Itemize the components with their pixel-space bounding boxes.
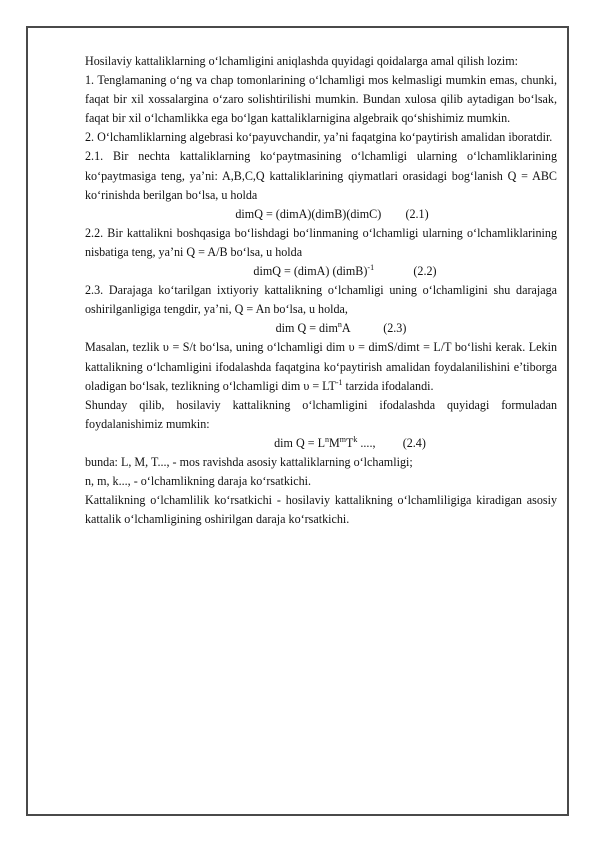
general-formula-paragraph: Shunday qilib, hosilaviy kattalikning o‘lchamligini ifodalashda quyidagi formuladan foydalanishimiz mumkin: [85,397,557,431]
formula-2-3-left: dim Q = dim [275,321,338,336]
formula-2-4-left: dim Q = L [274,435,325,450]
formula-2-1: dimQ = (dimA)(dimB)(dimC) (2.1) [235,206,429,221]
where-line-1: bunda: L, M, T..., - mos ravishda asosiy kattaliklarning o‘lchamligi; [85,454,413,469]
formula-2-2-number: (2.2) [374,264,437,279]
formula-2-4-t: T [345,435,354,450]
formula-2-4 [85,434,557,453]
formula-2-3-exponent: n [337,320,342,330]
intro-paragraph: Hosilaviy kattaliklarning o‘lchamligini aniqlashda quyidagi qoidalarga amal qilish lozim: [85,54,519,68]
document-body [85,52,557,529]
formula-2-3 [85,319,557,338]
rule-2-1-paragraph: 2.1. Bir nechta kattaliklarning ko‘paytmasining o‘lchamligi ularning o‘lchamliklarining ko‘paytmasiga teng, ya’ni: A,B,C,Q kattaliklarining qiymatlari orasidagi bog‘lanish Q = ABC ko‘rinishda berilgan bo‘lsa, u holda [85,149,557,202]
example-exponent: -1 [335,377,343,387]
formula-2-4-number: ...., (2.4) [357,435,426,450]
example-paragraph [85,338,557,395]
formula-2-4-exp-k: k [353,434,358,444]
rule-2-paragraph: 2. O‘lchamliklarning algebrasi ko‘payuvchandir, ya’ni faqatgina ko‘paytirish amalidan iboratdir. [85,130,553,145]
example-text-end: tarzida ifodalandi. [342,378,434,393]
rule-1-paragraph: 1. Tenglamaning o‘ng va chap tomonlarining o‘lchamligi mos kelmasligi mumkin emas, chunki, faqat bir xil xossalargina o‘zaro solishtirilishi mumkin. Bundan xulosa qilib aytadigan bo‘lsak, faqat bir xil o‘lchamlikka ega bo‘lgan kattaliklarnigina algebraik qo‘shishimiz mumkin. [85,73,557,126]
rule-2-3-paragraph: 2.3. Darajaga ko‘tarilgan ixtiyoriy kattalikning o‘lchamligi uning o‘lchamligini shu darajaga oshirilganligiga tengdir, ya’ni, Q = An bo‘lsa, u holda, [85,283,557,317]
formula-2-2-exponent: -1 [367,263,375,272]
formula-2-4-exp-m: m [339,434,346,444]
where-line-2: n, m, k..., - o‘lchamlikning daraja ko‘rsatkichi. [85,474,312,489]
formula-2-3-right: A (2.3) [341,321,407,336]
closing-paragraph: Kattalikning o‘lchamlilik ko‘rsatkichi - hosilaviy kattalikning o‘lchamliligiga kiradigan asosiy kattalik o‘lchamligining oshirilgan daraja ko‘rsatkichi. [85,493,557,527]
formula-2-2-main: dimQ = (dimA) (dimB) [253,264,368,279]
rule-2-2-paragraph: 2.2. Bir kattalikni boshqasiga bo‘lishdagi bo‘linmaning o‘lchamligi ularning o‘lchamliklarining nisbatiga teng, ya’ni Q = A/B bo‘lsa, u holda [85,225,557,259]
formula-2-2 [85,262,557,281]
formula-2-4-exp-n: n [324,434,329,444]
formula-2-4-m: M [328,435,340,450]
example-text: Masalan, tezlik υ = S/t bo‘lsa, uning o‘lchamligi dim υ = dimS/dimt = L/T bo‘lishi kerak. Lekin kattalikning o‘lchamligini ifodalashda faqatgina ko‘paytirish amalidan foydalanilishini e’tiborga oladigan bo‘lsak, tezlikning o‘lchamligi dim υ = LT [85,340,557,393]
